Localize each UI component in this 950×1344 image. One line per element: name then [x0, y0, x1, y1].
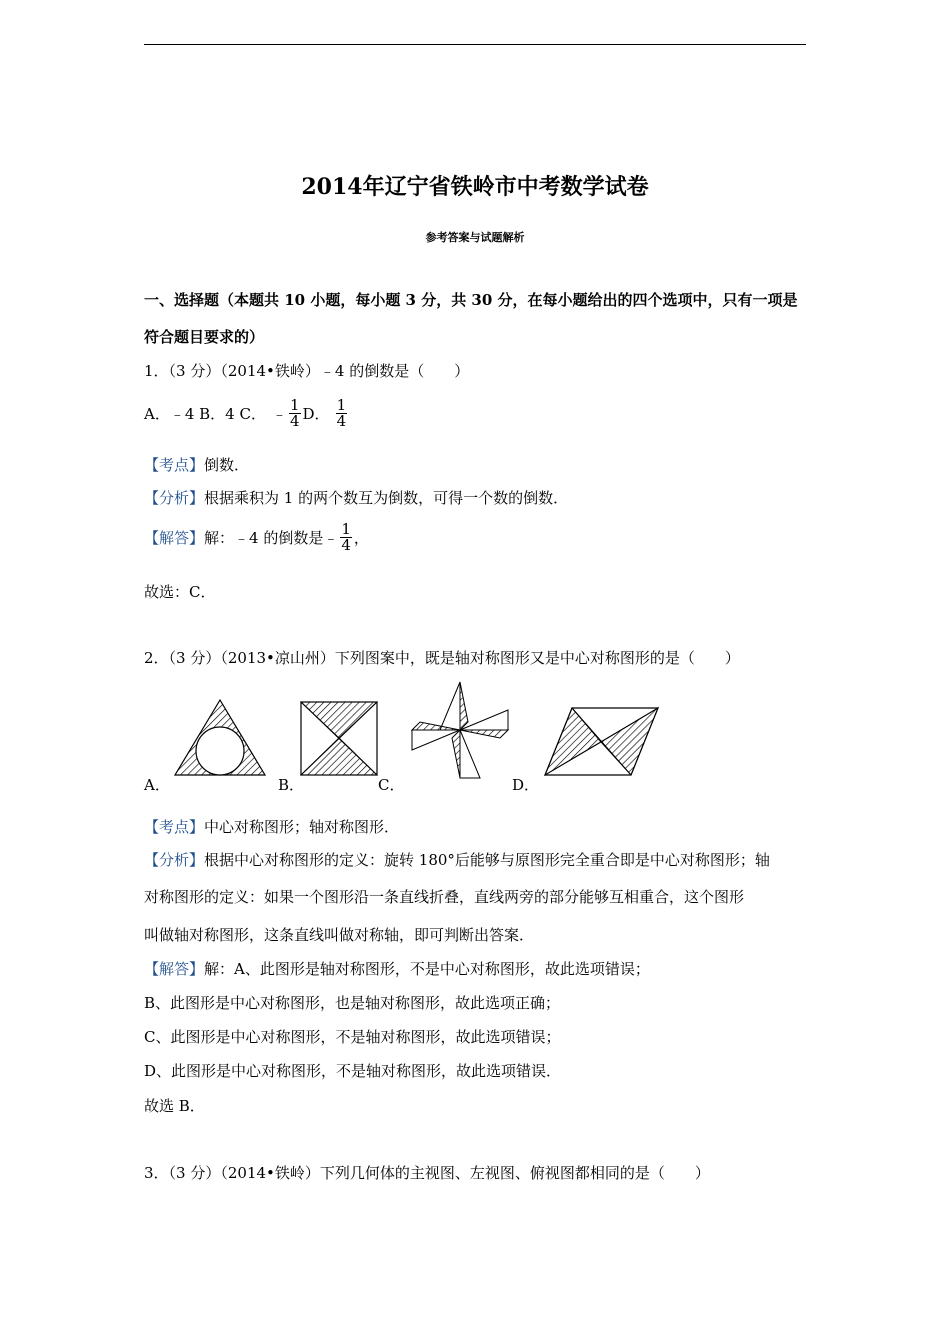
q1-option-d-label: D． [302, 405, 330, 423]
q1-option-d-fraction [336, 398, 348, 429]
fraction-numerator: 1 [341, 520, 351, 538]
page-subtitle: 参考答案与试题解析 [425, 231, 525, 244]
q1-fenxi [144, 487, 568, 508]
q2-jieda-text1: 解：A、此图形是轴对称图形，不是中心对称图形，故此选项错误； [204, 960, 650, 978]
q2-label-c: C． [378, 776, 405, 794]
q2-kaodian [144, 816, 399, 837]
section-heading-line2: 符合题目要求的） [144, 328, 265, 346]
fenxi-tag: 【分析】 [144, 851, 205, 869]
q2-answer: 故选 B． [144, 1097, 205, 1115]
figure-d-parallelogram [545, 708, 658, 775]
jieda-tag: 【解答】 [144, 960, 205, 978]
q2-label-d: D． [512, 776, 540, 794]
fraction-denominator: 4 [289, 412, 300, 430]
page-title: 2014年辽宁省铁岭市中考数学试卷 [301, 174, 649, 200]
q1-fenxi-text: 根据乘积为 1 的两个数互为倒数，可得一个数的倒数． [204, 489, 569, 507]
fenxi-tag: 【分析】 [144, 489, 205, 507]
q1-answer: 故选：C． [144, 583, 216, 601]
fraction-denominator: 4 [336, 412, 347, 430]
kaodian-tag: 【考点】 [144, 456, 205, 474]
q1-kaodian [144, 454, 249, 475]
q2-jieda-line3: C、此图形是中心对称图形，不是轴对称图形，故此选项错误； [144, 1028, 561, 1046]
q2-fenxi-line1 [144, 849, 770, 870]
q2-jieda-line1 [144, 958, 650, 979]
section-heading-line1: 一、选择题（本题共 10 小题，每小题 3 分，共 30 分，在每小题给出的四个选项中，只有一项是 [144, 291, 798, 309]
q2-jieda-line2: B、此图形是中心对称图形，也是轴对称图形，故此选项正确； [144, 994, 561, 1012]
header-rule [144, 44, 806, 45]
figure-c-pinwheel [412, 682, 508, 778]
q1-jieda-end: ， [353, 529, 369, 547]
q3-stem: 3．（3 分）（2014•铁岭）下列几何体的主视图、左视图、俯视图都相同的是（ ） [144, 1164, 710, 1182]
q2-label-b: B． [278, 776, 305, 794]
figure-b-square-hourglass [301, 702, 377, 775]
q1-option-c-fraction [289, 398, 301, 429]
q1-jieda-fraction [340, 522, 352, 553]
q2-label-a: A． [144, 776, 170, 794]
q2-fenxi-text1: 根据中心对称图形的定义：旋转 180°后能够与原图形完全重合即是中心对称图形；轴 [204, 851, 770, 869]
fraction-numerator: 1 [289, 396, 300, 414]
q1-kaodian-text: 倒数． [204, 456, 250, 474]
q1-jieda [144, 522, 369, 553]
q2-figures [0, 672, 950, 802]
figure-a-triangle-circle [175, 700, 265, 775]
q1-options-prefix: A．﹣4 B．4 C． [144, 405, 266, 423]
q1-stem: 1．（3 分）（2014•铁岭）﹣4 的倒数是（ ） [144, 362, 470, 380]
q1-neg-sign: ﹣ [271, 405, 287, 423]
q1-jieda-text: 解：﹣4 的倒数是﹣ [204, 529, 339, 547]
q2-fenxi-line2: 对称图形的定义：如果一个图形沿一条直线折叠，直线两旁的部分能够互相重合，这个图形 [144, 888, 745, 906]
jieda-tag: 【解答】 [144, 529, 205, 547]
q1-options [144, 398, 349, 429]
q2-jieda-line4: D、此图形是中心对称图形，不是轴对称图形，故此选项错误． [144, 1062, 562, 1080]
kaodian-tag: 【考点】 [144, 818, 205, 836]
q2-stem: 2．（3 分）（2013•凉山州）下列图案中，既是轴对称图形又是中心对称图形的是（ ） [144, 649, 740, 667]
fraction-denominator: 4 [341, 536, 351, 554]
q2-kaodian-text: 中心对称图形；轴对称图形． [204, 818, 400, 836]
fraction-numerator: 1 [336, 396, 347, 414]
q2-fenxi-line3: 叫做轴对称图形，这条直线叫做对称轴，即可判断出答案． [144, 926, 535, 944]
